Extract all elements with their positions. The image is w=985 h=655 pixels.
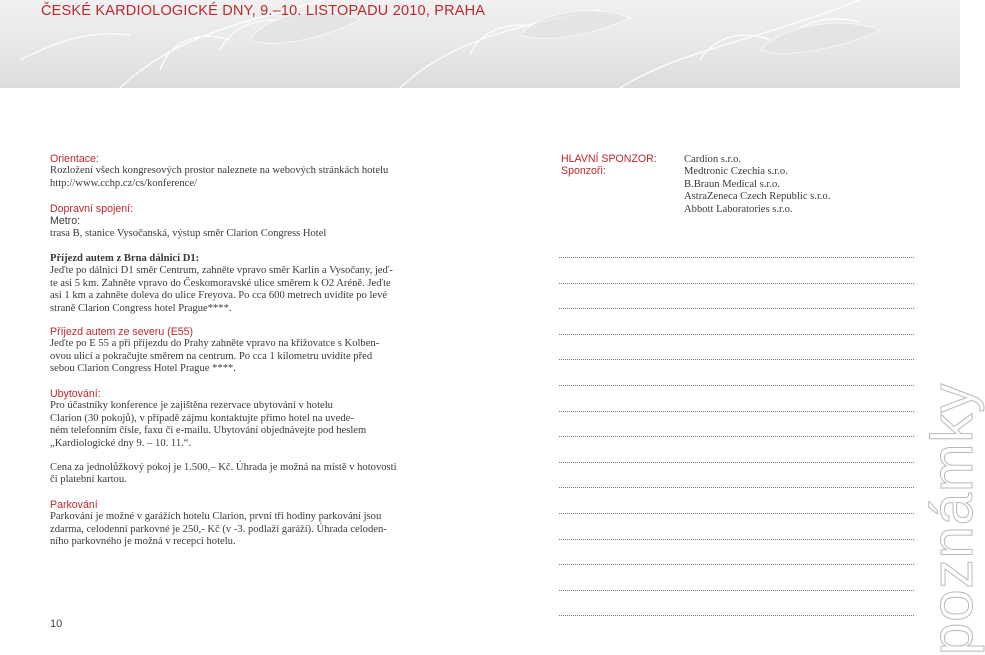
note-line [559,257,914,258]
accommodation-line: Pro účastníky konference je zajištěna rezervace ubytování v hotelu [50,400,333,412]
note-line [559,615,914,616]
price-line: či platební kartou. [50,474,127,486]
brno-line: straně Clarion Congress hotel Prague****. [50,302,232,314]
note-line [559,385,914,386]
orientation-heading: Orientace: [50,153,99,165]
parking-line: zdarma, celodenní parkovné je 250,- Kč (v -3. podlaží garáží). Úhrada celoden- [50,523,387,535]
note-line [559,487,914,488]
orientation-link[interactable]: http://www.cchp.cz/cs/konference/ [50,177,197,189]
sponsor-labels [561,153,657,178]
transport-section [50,203,326,240]
transport-heading: Dopravní spojení: [50,203,134,215]
north-section [50,326,379,376]
page-title: ČESKÉ KARDIOLOGICKÉ DNY, 9.–10. LISTOPADU 2010, PRAHA [41,3,486,19]
parking-section [50,499,387,549]
brno-line: te asi 5 km. Zahněte vpravo do Českomoravské ulice směrem k O2 Aréně. Jeďte [50,277,391,289]
parking-line: ního parkovného je možná v recepci hotelu. [50,536,236,548]
note-line [559,436,914,437]
brno-section [50,253,393,315]
accommodation-line: ném telefonním čísle, faxu či e-mailu. Ubytování objednávejte pod heslem [50,425,367,437]
sponsor-list [684,154,831,216]
accommodation-heading: Ubytování: [50,388,101,400]
note-line [559,462,914,463]
brno-heading: Příjezd autem z Brna dálnicí D1: [50,253,200,264]
notes-vertical-label: poznámky [920,382,985,655]
accommodation-section [50,388,366,450]
note-line [559,308,914,309]
note-line [559,564,914,565]
note-line [559,513,914,514]
orientation-section [50,153,388,190]
sponsors-label: Sponzoři: [561,165,606,178]
note-line [559,283,914,284]
note-line [559,590,914,591]
accommodation-line: „Kardiologické dny 9. – 10. 11.“. [50,437,192,449]
metro-label: Metro: [50,215,81,228]
brno-line: Jeďte po dálnici D1 směr Centrum, zahněte vpravo směr Karlín a Vysočany, jeď- [50,265,393,277]
north-line: Jeďte po E 55 a při příjezdu do Prahy zahněte vpravo na křižovatce s Kolben- [50,338,380,350]
price-section [50,462,397,487]
main-sponsor: Cardion s.r.o. [684,154,742,165]
sponsor-item: AstraZeneca Czech Republic s.r.o. [684,191,831,203]
north-heading: Příjezd autem ze severu (E55) [50,326,194,338]
accommodation-line: Clarion (30 pokojů), v případě zájmu kontaktujte přímo hotel na uvede- [50,412,354,424]
north-line: sebou Clarion Congress Hotel Prague ****. [50,363,236,375]
main-sponsor-label: HLAVNÍ SPONZOR: [561,153,657,165]
notes-vertical-label-clip [920,340,985,655]
brno-line: asi 1 km a zahněte doleva do ulice Freyova. Po cca 600 metrech uvidíte po levé [50,290,388,302]
north-line: ovou ulicí a pokračujte směrem na centrum. Po cca 1 kilometru uvidíte před [50,350,373,362]
parking-heading: Parkování [50,499,98,511]
note-line [559,411,914,412]
metro-text: trasa B, stanice Vysočanská, výstup směr Clarion Congress Hotel [50,227,327,239]
note-line [559,334,914,335]
parking-line: Parkování je možné v garážích hotelu Clarion, první tři hodiny parkování jsou [50,511,382,523]
note-line [559,539,914,540]
orientation-text: Rozložení všech kongresových prostor naleznete na webových stránkách hotelu [50,165,389,177]
header-banner [0,0,960,88]
sponsor-item: Medtronic Czechia s.r.o. [684,166,788,178]
page-number: 10 [50,618,63,630]
price-line: Cena za jednolůžkový pokoj je 1.500,– Kč. Úhrada je možná na místě v hotovosti [50,462,397,473]
note-line [559,359,914,360]
sponsor-item: Abbott Laboratories s.r.o. [684,203,793,215]
sponsor-item: B.Braun Medical s.r.o. [684,178,780,190]
